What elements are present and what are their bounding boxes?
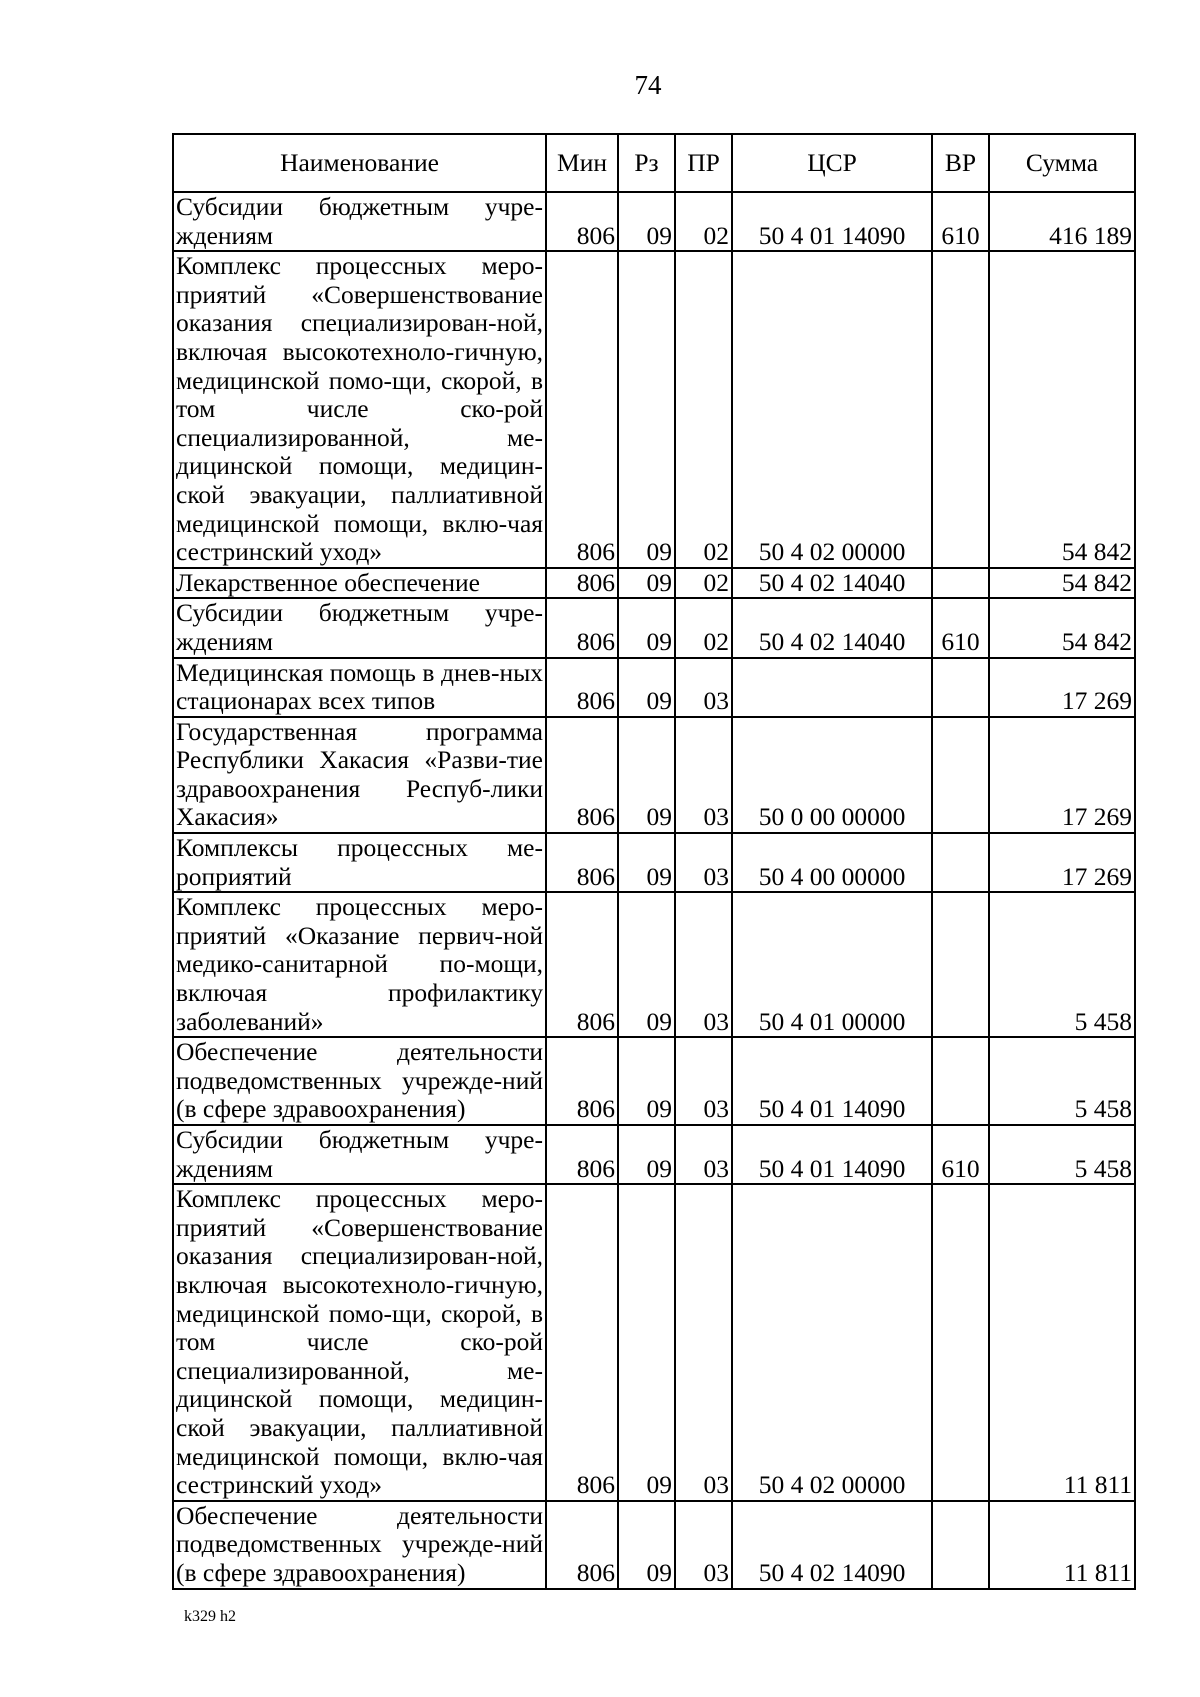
row-name-cell: Обеспечение деятельности подведомственных учрежде-ний (в сфере здравоохранения) bbox=[173, 1501, 546, 1589]
row-min-cell: 806 bbox=[546, 717, 618, 833]
table-row bbox=[173, 251, 1135, 568]
row-vr-cell: 610 bbox=[932, 598, 989, 657]
row-name-cell: Комплекс процессных меро-приятий «Оказание первич-ной медико-санитарной по-мощи, включая профилактику заболеваний» bbox=[173, 892, 546, 1037]
row-vr-cell bbox=[932, 833, 989, 892]
row-rz-cell: 09 bbox=[618, 717, 675, 833]
table-row bbox=[173, 1125, 1135, 1184]
row-csr-cell: 50 4 02 14040 bbox=[732, 598, 932, 657]
row-csr-cell: 50 4 02 00000 bbox=[732, 251, 932, 568]
row-pr-cell: 03 bbox=[675, 892, 732, 1037]
table-row bbox=[173, 892, 1135, 1037]
row-vr-cell bbox=[932, 1037, 989, 1125]
row-pr-cell: 03 bbox=[675, 1125, 732, 1184]
row-sum-cell: 11 811 bbox=[989, 1184, 1135, 1501]
row-vr-cell bbox=[932, 892, 989, 1037]
row-name-cell: Лекарственное обеспечение bbox=[173, 568, 546, 599]
header-name: Наименование bbox=[173, 134, 546, 192]
row-vr-cell bbox=[932, 251, 989, 568]
row-rz-cell: 09 bbox=[618, 1184, 675, 1501]
header-pr: ПР bbox=[675, 134, 732, 192]
row-min-cell: 806 bbox=[546, 192, 618, 251]
table-row bbox=[173, 1037, 1135, 1125]
row-sum-cell: 54 842 bbox=[989, 568, 1135, 599]
header-vr: ВР bbox=[932, 134, 989, 192]
row-pr-cell: 03 bbox=[675, 833, 732, 892]
row-rz-cell: 09 bbox=[618, 658, 675, 717]
row-rz-cell: 09 bbox=[618, 568, 675, 599]
row-sum-cell: 5 458 bbox=[989, 892, 1135, 1037]
row-name-cell: Субсидии бюджетным учре-ждениям bbox=[173, 192, 546, 251]
budget-table bbox=[172, 133, 1136, 1590]
row-name-cell: Комплекс процессных меро-приятий «Совершенствование оказания специализирован-ной, включая высокотехноло-гичную, медицинской помо-щи, скорой, в том числе ско-рой специализированной, ме-дицинской помощи, медицин-ской эвакуации, паллиативной медицинской помощи, вклю-чая сестринский уход» bbox=[173, 1184, 546, 1501]
row-min-cell: 806 bbox=[546, 658, 618, 717]
row-min-cell: 806 bbox=[546, 598, 618, 657]
row-sum-cell: 5 458 bbox=[989, 1037, 1135, 1125]
row-rz-cell: 09 bbox=[618, 192, 675, 251]
row-csr-cell: 50 4 02 14040 bbox=[732, 568, 932, 599]
row-rz-cell: 09 bbox=[618, 1125, 675, 1184]
row-vr-cell: 610 bbox=[932, 192, 989, 251]
row-rz-cell: 09 bbox=[618, 598, 675, 657]
header-sum: Сумма bbox=[989, 134, 1135, 192]
row-rz-cell: 09 bbox=[618, 833, 675, 892]
row-csr-cell: 50 4 01 14090 bbox=[732, 1125, 932, 1184]
row-csr-cell: 50 4 01 14090 bbox=[732, 1037, 932, 1125]
row-pr-cell: 02 bbox=[675, 598, 732, 657]
table-row bbox=[173, 598, 1135, 657]
table-row bbox=[173, 1501, 1135, 1589]
table-row bbox=[173, 833, 1135, 892]
row-sum-cell: 5 458 bbox=[989, 1125, 1135, 1184]
header-min: Мин bbox=[546, 134, 618, 192]
table-row bbox=[173, 658, 1135, 717]
row-sum-cell: 54 842 bbox=[989, 251, 1135, 568]
row-min-cell: 806 bbox=[546, 568, 618, 599]
row-csr-cell: 50 4 01 14090 bbox=[732, 192, 932, 251]
row-rz-cell: 09 bbox=[618, 251, 675, 568]
row-min-cell: 806 bbox=[546, 892, 618, 1037]
table-row bbox=[173, 717, 1135, 833]
row-rz-cell: 09 bbox=[618, 1501, 675, 1589]
row-sum-cell: 17 269 bbox=[989, 833, 1135, 892]
row-name-cell: Государственная программа Республики Хакасия «Разви-тие здравоохранения Респуб-лики Хакасия» bbox=[173, 717, 546, 833]
row-pr-cell: 03 bbox=[675, 717, 732, 833]
row-vr-cell: 610 bbox=[932, 1125, 989, 1184]
table-row bbox=[173, 1184, 1135, 1501]
row-pr-cell: 02 bbox=[675, 192, 732, 251]
row-csr-cell: 50 4 00 00000 bbox=[732, 833, 932, 892]
row-vr-cell bbox=[932, 717, 989, 833]
row-csr-cell bbox=[732, 658, 932, 717]
row-min-cell: 806 bbox=[546, 1037, 618, 1125]
row-sum-cell: 416 189 bbox=[989, 192, 1135, 251]
row-sum-cell: 11 811 bbox=[989, 1501, 1135, 1589]
row-csr-cell: 50 0 00 00000 bbox=[732, 717, 932, 833]
header-rz: Рз bbox=[618, 134, 675, 192]
row-name-cell: Субсидии бюджетным учре-ждениям bbox=[173, 598, 546, 657]
row-pr-cell: 03 bbox=[675, 1501, 732, 1589]
row-vr-cell bbox=[932, 1184, 989, 1501]
row-pr-cell: 03 bbox=[675, 1184, 732, 1501]
row-min-cell: 806 bbox=[546, 833, 618, 892]
row-min-cell: 806 bbox=[546, 1125, 618, 1184]
table-body bbox=[173, 192, 1135, 1589]
table-header-row bbox=[173, 134, 1135, 192]
row-name-cell: Комплекс процессных меро-приятий «Совершенствование оказания специализирован-ной, включая высокотехноло-гичную, медицинской помо-щи, скорой, в том числе ско-рой специализированной, ме-дицинской помощи, медицин-ской эвакуации, паллиативной медицинской помощи, вклю-чая сестринский уход» bbox=[173, 251, 546, 568]
row-min-cell: 806 bbox=[546, 1184, 618, 1501]
row-csr-cell: 50 4 02 14090 bbox=[732, 1501, 932, 1589]
table-row bbox=[173, 192, 1135, 251]
row-name-cell: Субсидии бюджетным учре-ждениям bbox=[173, 1125, 546, 1184]
row-vr-cell bbox=[932, 1501, 989, 1589]
row-vr-cell bbox=[932, 568, 989, 599]
row-name-cell: Комплексы процессных ме-роприятий bbox=[173, 833, 546, 892]
page-number: 74 bbox=[634, 70, 662, 100]
footer-code: k329 h2 bbox=[184, 1608, 236, 1625]
row-name-cell: Обеспечение деятельности подведомственных учрежде-ний (в сфере здравоохранения) bbox=[173, 1037, 546, 1125]
row-name-cell: Медицинская помощь в днев-ных стационарах всех типов bbox=[173, 658, 546, 717]
row-min-cell: 806 bbox=[546, 251, 618, 568]
row-csr-cell: 50 4 02 00000 bbox=[732, 1184, 932, 1501]
row-pr-cell: 02 bbox=[675, 251, 732, 568]
row-sum-cell: 54 842 bbox=[989, 598, 1135, 657]
row-min-cell: 806 bbox=[546, 1501, 618, 1589]
row-rz-cell: 09 bbox=[618, 1037, 675, 1125]
header-csr: ЦСР bbox=[732, 134, 932, 192]
row-pr-cell: 02 bbox=[675, 568, 732, 599]
table-row bbox=[173, 568, 1135, 599]
row-vr-cell bbox=[932, 658, 989, 717]
row-csr-cell: 50 4 01 00000 bbox=[732, 892, 932, 1037]
row-pr-cell: 03 bbox=[675, 1037, 732, 1125]
row-sum-cell: 17 269 bbox=[989, 717, 1135, 833]
row-sum-cell: 17 269 bbox=[989, 658, 1135, 717]
row-pr-cell: 03 bbox=[675, 658, 732, 717]
row-rz-cell: 09 bbox=[618, 892, 675, 1037]
